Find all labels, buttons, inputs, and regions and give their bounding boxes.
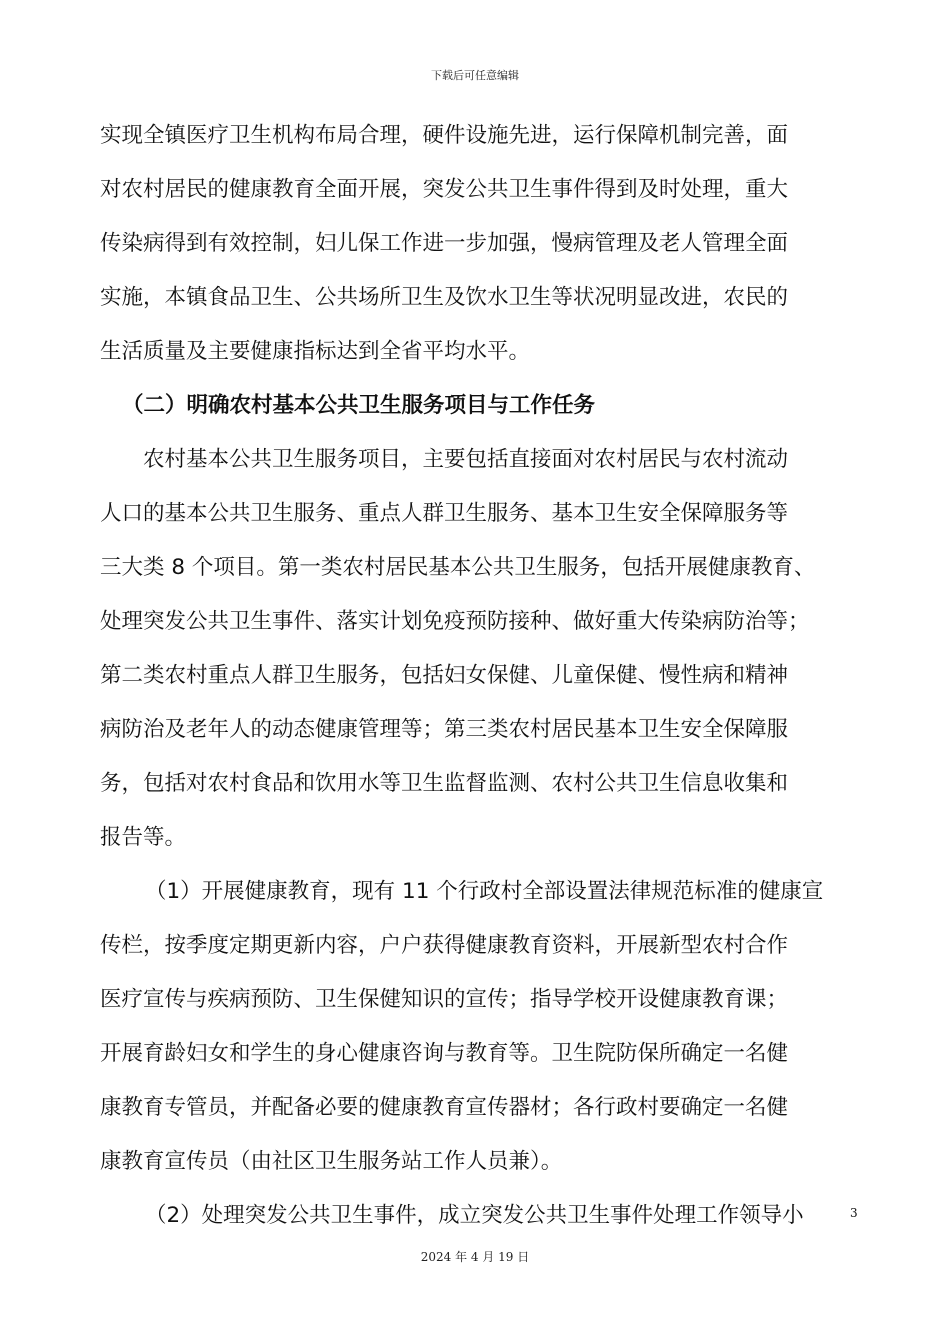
text-line: 处理突发公共卫生事件、落实计划免疫预防接种、做好重大传染病防治等； — [100, 609, 810, 634]
text-line: 务，包括对农村食品和饮用水等卫生监督监测、农村公共卫生信息收集和 — [100, 771, 789, 796]
text-line: 人口的基本公共卫生服务、重点人群卫生服务、基本卫生安全保障服务等 — [100, 501, 789, 526]
text-line: 实施，本镇食品卫生、公共场所卫生及饮水卫生等状况明显改进，农民的 — [100, 285, 789, 310]
text-line: 报告等。 — [100, 825, 187, 850]
text-line: （1）开展健康教育，现有 11 个行政村全部设置法律规范标准的健康宣 — [145, 879, 824, 904]
text-line: 生活质量及主要健康指标达到全省平均水平。 — [100, 339, 531, 364]
text-line: （2）处理突发公共卫生事件，成立突发公共卫生事件处理工作领导小 — [145, 1203, 804, 1228]
text-line: 开展育龄妇女和学生的身心健康咨询与教育等。卫生院防保所确定一名健 — [100, 1041, 789, 1066]
text-line: 医疗宣传与疾病预防、卫生保健知识的宣传；指导学校开设健康教育课； — [100, 987, 789, 1012]
page-footer-date: 2024 年 4 月 19 日 — [420, 1250, 530, 1264]
text-line: 第二类农村重点人群卫生服务，包括妇女保健、儿童保健、慢性病和精神 — [100, 663, 789, 688]
text-line: 农村基本公共卫生服务项目，主要包括直接面对农村居民与农村流动 — [143, 447, 789, 472]
text-line: 实现全镇医疗卫生机构布局合理，硬件设施先进，运行保障机制完善，面 — [100, 123, 789, 148]
text-line: 传染病得到有效控制，妇儿保工作进一步加强，慢病管理及老人管理全面 — [100, 231, 789, 256]
text-line: 康教育专管员，并配备必要的健康教育宣传器材；各行政村要确定一名健 — [100, 1095, 789, 1120]
text-line: 对农村居民的健康教育全面开展，突发公共卫生事件得到及时处理，重大 — [100, 177, 789, 202]
text-line: 康教育宣传员（由社区卫生服务站工作人员兼）。 — [100, 1149, 563, 1174]
section-heading: （二）明确农村基本公共卫生服务项目与工作任务 — [122, 393, 596, 418]
page-number: 3 — [850, 1206, 858, 1220]
text-line: 三大类 8 个项目。第一类农村居民基本公共卫生服务，包括开展健康教育、 — [100, 555, 816, 580]
text-line: 病防治及老年人的动态健康管理等；第三类农村居民基本卫生安全保障服 — [100, 717, 789, 742]
page-header: 下载后可任意编辑 — [431, 69, 519, 82]
text-line: 传栏，按季度定期更新内容，户户获得健康教育资料，开展新型农村合作 — [100, 933, 789, 958]
